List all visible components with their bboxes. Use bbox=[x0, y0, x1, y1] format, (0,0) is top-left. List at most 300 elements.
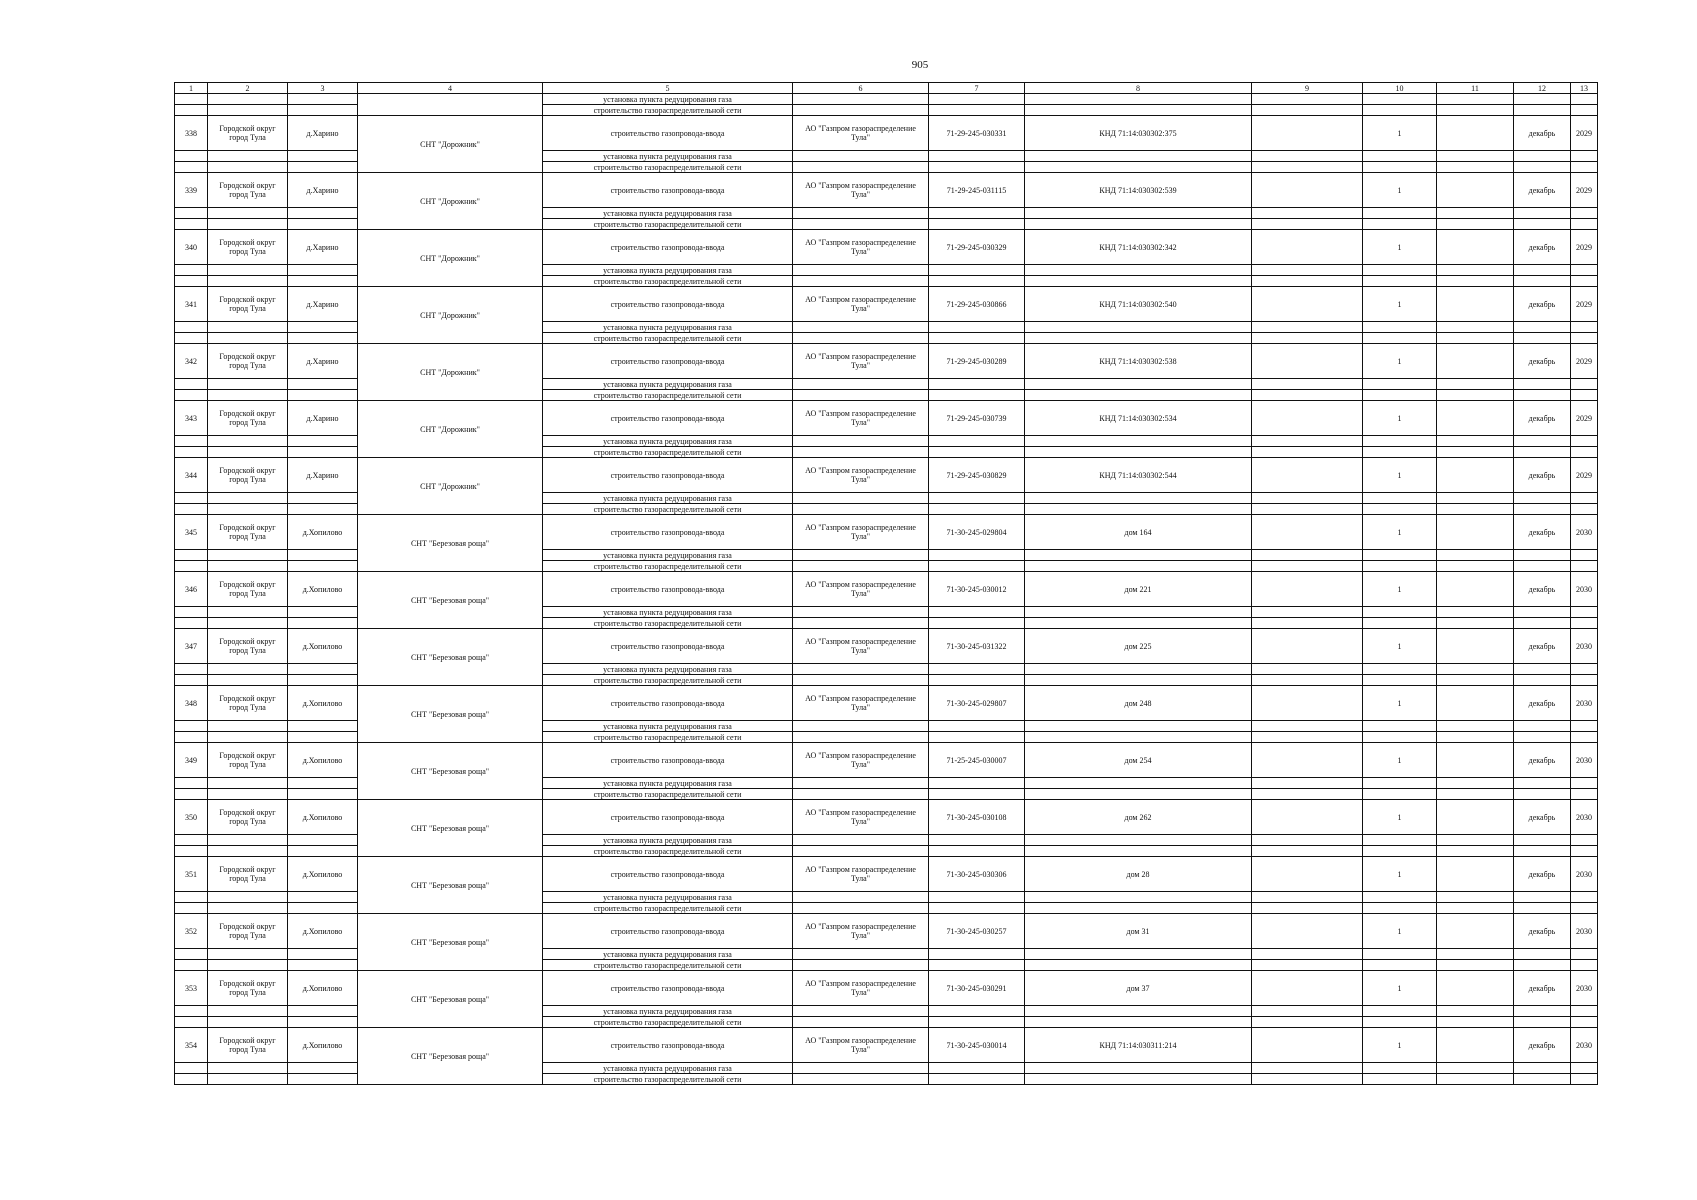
empty-cell bbox=[175, 162, 208, 173]
empty-cell bbox=[288, 105, 358, 116]
empty-cell bbox=[793, 265, 929, 276]
snt-cell: СНТ "Дорожник" bbox=[358, 230, 543, 287]
empty-cell bbox=[1514, 903, 1571, 914]
district-cell: Городской округ город Тула bbox=[208, 287, 288, 322]
col-header: 6 bbox=[793, 83, 929, 94]
address-cell: КНД 71:14:030302:375 bbox=[1025, 116, 1252, 151]
empty-cell bbox=[929, 447, 1025, 458]
work-type-cell: строительство газораспределительной сети bbox=[543, 1074, 793, 1085]
empty-cell bbox=[929, 778, 1025, 789]
empty-cell bbox=[208, 892, 288, 903]
snt-cell: СНТ "Дорожник" bbox=[358, 458, 543, 515]
empty-cell bbox=[1437, 721, 1514, 732]
empty-cell bbox=[175, 664, 208, 675]
empty-cell bbox=[208, 903, 288, 914]
empty-cell bbox=[929, 208, 1025, 219]
empty-cell bbox=[1514, 550, 1571, 561]
settlement-cell: д.Хопилово bbox=[288, 1028, 358, 1063]
empty-cell bbox=[793, 504, 929, 515]
empty-cell bbox=[1025, 447, 1252, 458]
col-header: 5 bbox=[543, 83, 793, 94]
district-cell: Городской округ город Тула bbox=[208, 971, 288, 1006]
empty-cell bbox=[1437, 504, 1514, 515]
empty-cell bbox=[929, 265, 1025, 276]
empty-cell bbox=[1025, 379, 1252, 390]
empty-cell bbox=[1514, 960, 1571, 971]
month-cell: декабрь bbox=[1514, 116, 1571, 151]
empty-cell bbox=[793, 607, 929, 618]
empty-cell bbox=[1252, 344, 1363, 379]
organization-cell: АО "Газпром газораспределение Тула" bbox=[793, 629, 929, 664]
empty-cell bbox=[1514, 219, 1571, 230]
empty-cell bbox=[1363, 276, 1437, 287]
empty-cell bbox=[1514, 778, 1571, 789]
empty-cell bbox=[929, 561, 1025, 572]
work-type-cell: строительство газораспределительной сети bbox=[543, 276, 793, 287]
month-cell: декабрь bbox=[1514, 572, 1571, 607]
empty-cell bbox=[1437, 675, 1514, 686]
empty-cell bbox=[175, 436, 208, 447]
empty-cell bbox=[175, 892, 208, 903]
empty-cell bbox=[208, 960, 288, 971]
row-number-cell: 343 bbox=[175, 401, 208, 436]
empty-cell bbox=[288, 675, 358, 686]
empty-cell bbox=[929, 835, 1025, 846]
organization-cell: АО "Газпром газораспределение Тула" bbox=[793, 116, 929, 151]
empty-cell bbox=[793, 1074, 929, 1085]
work-type-cell: строительство газораспределительной сети bbox=[543, 1017, 793, 1028]
empty-cell bbox=[929, 1063, 1025, 1074]
empty-cell bbox=[1571, 436, 1598, 447]
empty-cell bbox=[1363, 208, 1437, 219]
empty-cell bbox=[1571, 1017, 1598, 1028]
address-cell: КНД 71:14:030302:539 bbox=[1025, 173, 1252, 208]
empty-cell bbox=[929, 493, 1025, 504]
settlement-cell: д.Харино bbox=[288, 458, 358, 493]
empty-cell bbox=[1571, 835, 1598, 846]
empty-cell bbox=[1363, 846, 1437, 857]
empty-cell bbox=[793, 721, 929, 732]
empty-cell bbox=[1571, 265, 1598, 276]
empty-cell bbox=[1025, 1063, 1252, 1074]
empty-cell bbox=[175, 903, 208, 914]
empty-cell bbox=[1514, 664, 1571, 675]
empty-cell bbox=[1025, 835, 1252, 846]
table-row bbox=[175, 515, 1598, 550]
empty-cell bbox=[1514, 846, 1571, 857]
address-cell: КНД 71:14:030302:342 bbox=[1025, 230, 1252, 265]
empty-cell bbox=[1571, 960, 1598, 971]
work-type-cell: установка пункта редуцирования газа bbox=[543, 151, 793, 162]
empty-cell bbox=[1571, 949, 1598, 960]
work-type-cell: строительство газораспределительной сети bbox=[543, 447, 793, 458]
quantity-cell: 1 bbox=[1363, 971, 1437, 1006]
year-cell: 2030 bbox=[1571, 686, 1598, 721]
empty-cell bbox=[1252, 789, 1363, 800]
empty-cell bbox=[1571, 846, 1598, 857]
empty-cell bbox=[175, 504, 208, 515]
empty-cell bbox=[175, 1063, 208, 1074]
empty-cell bbox=[1025, 1006, 1252, 1017]
work-type-cell: строительство газопровода-ввода bbox=[543, 914, 793, 949]
empty-cell bbox=[175, 493, 208, 504]
empty-cell bbox=[208, 390, 288, 401]
empty-cell bbox=[288, 390, 358, 401]
empty-cell bbox=[208, 618, 288, 629]
empty-cell bbox=[1025, 208, 1252, 219]
empty-cell bbox=[1437, 1028, 1514, 1063]
empty-cell bbox=[1363, 664, 1437, 675]
year-cell: 2029 bbox=[1571, 173, 1598, 208]
empty-cell bbox=[288, 607, 358, 618]
empty-cell bbox=[288, 1006, 358, 1017]
empty-cell bbox=[1437, 960, 1514, 971]
empty-cell bbox=[1025, 949, 1252, 960]
district-cell: Городской округ город Тула bbox=[208, 914, 288, 949]
empty-cell bbox=[1571, 664, 1598, 675]
row-number-cell: 348 bbox=[175, 686, 208, 721]
empty-cell bbox=[1437, 949, 1514, 960]
empty-cell bbox=[175, 333, 208, 344]
empty-cell bbox=[929, 1006, 1025, 1017]
empty-cell bbox=[208, 105, 288, 116]
organization-cell: АО "Газпром газораспределение Тула" bbox=[793, 287, 929, 322]
empty-cell bbox=[793, 664, 929, 675]
empty-cell bbox=[288, 208, 358, 219]
row-number-cell: 354 bbox=[175, 1028, 208, 1063]
empty-cell bbox=[175, 94, 208, 105]
empty-cell bbox=[793, 1006, 929, 1017]
empty-cell bbox=[288, 732, 358, 743]
empty-cell bbox=[793, 846, 929, 857]
empty-cell bbox=[208, 493, 288, 504]
empty-cell bbox=[1252, 333, 1363, 344]
empty-cell bbox=[1252, 401, 1363, 436]
empty-cell bbox=[1437, 743, 1514, 778]
empty-cell bbox=[1571, 379, 1598, 390]
object-code-cell: 71-30-245-030257 bbox=[929, 914, 1025, 949]
month-cell: декабрь bbox=[1514, 287, 1571, 322]
object-code-cell: 71-30-245-031322 bbox=[929, 629, 1025, 664]
empty-cell bbox=[1252, 287, 1363, 322]
empty-cell bbox=[175, 550, 208, 561]
empty-cell bbox=[1571, 493, 1598, 504]
address-cell: дом 262 bbox=[1025, 800, 1252, 835]
empty-cell bbox=[929, 379, 1025, 390]
row-number-cell: 341 bbox=[175, 287, 208, 322]
empty-cell bbox=[793, 550, 929, 561]
empty-cell bbox=[1514, 94, 1571, 105]
year-cell: 2030 bbox=[1571, 572, 1598, 607]
empty-cell bbox=[288, 892, 358, 903]
address-cell: дом 225 bbox=[1025, 629, 1252, 664]
organization-cell: АО "Газпром газораспределение Тула" bbox=[793, 458, 929, 493]
row-number-cell: 344 bbox=[175, 458, 208, 493]
empty-cell bbox=[1363, 105, 1437, 116]
organization-cell: АО "Газпром газораспределение Тула" bbox=[793, 515, 929, 550]
empty-cell bbox=[288, 493, 358, 504]
work-type-cell: строительство газопровода-ввода bbox=[543, 287, 793, 322]
page-number: 905 bbox=[911, 59, 929, 71]
empty-cell bbox=[793, 390, 929, 401]
empty-cell bbox=[1571, 561, 1598, 572]
empty-cell bbox=[288, 835, 358, 846]
empty-cell bbox=[929, 618, 1025, 629]
empty-cell bbox=[1363, 379, 1437, 390]
empty-cell bbox=[1571, 618, 1598, 629]
empty-cell bbox=[208, 436, 288, 447]
work-type-cell: строительство газопровода-ввода bbox=[543, 401, 793, 436]
empty-cell bbox=[288, 1074, 358, 1085]
work-type-cell: строительство газопровода-ввода bbox=[543, 857, 793, 892]
work-type-cell: строительство газопровода-ввода bbox=[543, 971, 793, 1006]
empty-cell bbox=[793, 732, 929, 743]
empty-cell bbox=[1025, 322, 1252, 333]
empty-cell bbox=[1025, 265, 1252, 276]
col-header: 9 bbox=[1252, 83, 1363, 94]
organization-cell: АО "Газпром газораспределение Тула" bbox=[793, 230, 929, 265]
empty-cell bbox=[1025, 504, 1252, 515]
row-number-cell: 345 bbox=[175, 515, 208, 550]
empty-cell bbox=[288, 333, 358, 344]
quantity-cell: 1 bbox=[1363, 458, 1437, 493]
snt-cell: СНТ "Березовая роща" bbox=[358, 629, 543, 686]
work-type-cell: строительство газораспределительной сети bbox=[543, 789, 793, 800]
empty-cell bbox=[175, 151, 208, 162]
year-cell: 2029 bbox=[1571, 116, 1598, 151]
empty-cell bbox=[1571, 504, 1598, 515]
work-type-cell: установка пункта редуцирования газа bbox=[543, 778, 793, 789]
snt-cell: СНТ "Дорожник" bbox=[358, 287, 543, 344]
empty-cell bbox=[288, 846, 358, 857]
quantity-cell: 1 bbox=[1363, 857, 1437, 892]
empty-cell bbox=[929, 789, 1025, 800]
row-number-cell: 340 bbox=[175, 230, 208, 265]
empty-cell bbox=[1437, 379, 1514, 390]
empty-cell bbox=[1514, 732, 1571, 743]
empty-cell bbox=[1252, 390, 1363, 401]
empty-cell bbox=[208, 949, 288, 960]
table-row bbox=[175, 116, 1598, 151]
quantity-cell: 1 bbox=[1363, 1028, 1437, 1063]
empty-cell bbox=[929, 1017, 1025, 1028]
empty-cell bbox=[1025, 675, 1252, 686]
work-type-cell: установка пункта редуцирования газа bbox=[543, 664, 793, 675]
empty-cell bbox=[929, 664, 1025, 675]
work-type-cell: строительство газораспределительной сети bbox=[543, 903, 793, 914]
empty-cell bbox=[1514, 151, 1571, 162]
empty-cell bbox=[1252, 208, 1363, 219]
empty-cell bbox=[1363, 778, 1437, 789]
snt-cell: СНТ "Березовая роща" bbox=[358, 743, 543, 800]
col-header: 3 bbox=[288, 83, 358, 94]
empty-cell bbox=[1571, 390, 1598, 401]
empty-cell bbox=[1252, 265, 1363, 276]
object-code-cell: 71-30-245-030108 bbox=[929, 800, 1025, 835]
empty-cell bbox=[1252, 835, 1363, 846]
empty-cell bbox=[1252, 572, 1363, 607]
empty-cell bbox=[1363, 219, 1437, 230]
empty-cell bbox=[175, 846, 208, 857]
row-number-cell: 351 bbox=[175, 857, 208, 892]
empty-cell bbox=[1437, 664, 1514, 675]
empty-cell bbox=[1363, 436, 1437, 447]
empty-cell bbox=[1437, 686, 1514, 721]
settlement-cell: д.Харино bbox=[288, 401, 358, 436]
empty-cell bbox=[1025, 561, 1252, 572]
empty-cell bbox=[208, 846, 288, 857]
empty-cell bbox=[1252, 664, 1363, 675]
empty-cell bbox=[929, 322, 1025, 333]
empty-cell bbox=[288, 550, 358, 561]
snt-cell: СНТ "Дорожник" bbox=[358, 116, 543, 173]
empty-cell bbox=[929, 550, 1025, 561]
empty-cell bbox=[1437, 515, 1514, 550]
empty-cell bbox=[1025, 151, 1252, 162]
snt-cell: СНТ "Березовая роща" bbox=[358, 1028, 543, 1085]
empty-cell bbox=[1025, 960, 1252, 971]
empty-cell bbox=[1571, 162, 1598, 173]
snt-cell: СНТ "Березовая роща" bbox=[358, 686, 543, 743]
empty-cell bbox=[1437, 219, 1514, 230]
empty-cell bbox=[929, 219, 1025, 230]
empty-cell bbox=[793, 949, 929, 960]
district-cell: Городской округ город Тула bbox=[208, 458, 288, 493]
address-cell: дом 31 bbox=[1025, 914, 1252, 949]
col-header: 4 bbox=[358, 83, 543, 94]
empty-cell bbox=[175, 322, 208, 333]
empty-cell bbox=[1025, 618, 1252, 629]
work-type-cell: строительство газопровода-ввода bbox=[543, 344, 793, 379]
month-cell: декабрь bbox=[1514, 230, 1571, 265]
empty-cell bbox=[793, 219, 929, 230]
empty-cell bbox=[793, 105, 929, 116]
empty-cell bbox=[1571, 1063, 1598, 1074]
row-number-cell: 349 bbox=[175, 743, 208, 778]
work-type-cell: строительство газораспределительной сети bbox=[543, 732, 793, 743]
address-cell: дом 37 bbox=[1025, 971, 1252, 1006]
empty-cell bbox=[208, 276, 288, 287]
empty-cell bbox=[175, 390, 208, 401]
empty-cell bbox=[1437, 401, 1514, 436]
settlement-cell: д.Хопилово bbox=[288, 629, 358, 664]
empty-cell bbox=[1252, 322, 1363, 333]
address-cell: КНД 71:14:030311:214 bbox=[1025, 1028, 1252, 1063]
empty-cell bbox=[1437, 493, 1514, 504]
col-header: 10 bbox=[1363, 83, 1437, 94]
empty-cell bbox=[1571, 105, 1598, 116]
year-cell: 2030 bbox=[1571, 857, 1598, 892]
empty-cell bbox=[793, 835, 929, 846]
empty-cell bbox=[793, 789, 929, 800]
empty-cell bbox=[288, 265, 358, 276]
empty-cell bbox=[1437, 390, 1514, 401]
col-header: 13 bbox=[1571, 83, 1598, 94]
empty-cell bbox=[1252, 743, 1363, 778]
empty-cell bbox=[1252, 1006, 1363, 1017]
snt-cell: СНТ "Дорожник" bbox=[358, 344, 543, 401]
year-cell: 2029 bbox=[1571, 287, 1598, 322]
empty-cell bbox=[208, 789, 288, 800]
snt-cell: СНТ "Березовая роща" bbox=[358, 515, 543, 572]
empty-cell bbox=[1571, 778, 1598, 789]
table-row bbox=[175, 743, 1598, 778]
empty-cell bbox=[793, 675, 929, 686]
month-cell: декабрь bbox=[1514, 515, 1571, 550]
empty-cell bbox=[1252, 1017, 1363, 1028]
address-cell: КНД 71:14:030302:544 bbox=[1025, 458, 1252, 493]
quantity-cell: 1 bbox=[1363, 572, 1437, 607]
empty-cell bbox=[1252, 151, 1363, 162]
empty-cell bbox=[1437, 971, 1514, 1006]
empty-cell bbox=[1363, 960, 1437, 971]
district-cell: Городской округ город Тула bbox=[208, 344, 288, 379]
work-type-cell: установка пункта редуцирования газа bbox=[543, 892, 793, 903]
empty-cell bbox=[1363, 94, 1437, 105]
empty-cell bbox=[1363, 333, 1437, 344]
table-row bbox=[175, 458, 1598, 493]
row-number-cell: 338 bbox=[175, 116, 208, 151]
empty-cell bbox=[1363, 949, 1437, 960]
object-code-cell: 71-29-245-031115 bbox=[929, 173, 1025, 208]
quantity-cell: 1 bbox=[1363, 914, 1437, 949]
address-cell: КНД 71:14:030302:540 bbox=[1025, 287, 1252, 322]
empty-cell bbox=[1437, 173, 1514, 208]
empty-cell bbox=[175, 618, 208, 629]
empty-cell bbox=[1514, 1006, 1571, 1017]
table-row bbox=[175, 287, 1598, 322]
empty-cell bbox=[208, 151, 288, 162]
empty-cell bbox=[1571, 219, 1598, 230]
empty-cell bbox=[1514, 789, 1571, 800]
organization-cell: АО "Газпром газораспределение Тула" bbox=[793, 173, 929, 208]
empty-cell bbox=[1571, 607, 1598, 618]
empty-cell bbox=[1025, 789, 1252, 800]
empty-cell bbox=[1363, 607, 1437, 618]
work-type-cell: строительство газораспределительной сети bbox=[543, 219, 793, 230]
empty-cell bbox=[929, 892, 1025, 903]
work-type-cell: установка пункта редуцирования газа bbox=[543, 550, 793, 561]
empty-cell bbox=[1363, 1006, 1437, 1017]
empty-cell bbox=[1363, 504, 1437, 515]
settlement-cell: д.Харино bbox=[288, 230, 358, 265]
district-cell: Городской округ город Тула bbox=[208, 743, 288, 778]
empty-cell bbox=[1252, 173, 1363, 208]
empty-cell bbox=[288, 436, 358, 447]
empty-cell bbox=[1571, 1006, 1598, 1017]
empty-cell bbox=[929, 721, 1025, 732]
empty-cell bbox=[175, 949, 208, 960]
empty-cell bbox=[288, 219, 358, 230]
empty-cell bbox=[208, 732, 288, 743]
empty-cell bbox=[208, 550, 288, 561]
organization-cell: АО "Газпром газораспределение Тула" bbox=[793, 857, 929, 892]
object-code-cell: 71-29-245-030289 bbox=[929, 344, 1025, 379]
work-type-cell: строительство газопровода-ввода bbox=[543, 572, 793, 607]
empty-cell bbox=[288, 94, 358, 105]
empty-cell bbox=[1437, 607, 1514, 618]
empty-cell bbox=[1437, 151, 1514, 162]
empty-cell bbox=[208, 778, 288, 789]
empty-cell bbox=[175, 721, 208, 732]
empty-cell bbox=[1363, 721, 1437, 732]
empty-cell bbox=[1514, 721, 1571, 732]
empty-cell bbox=[288, 778, 358, 789]
year-cell: 2030 bbox=[1571, 629, 1598, 664]
empty-cell bbox=[208, 1017, 288, 1028]
empty-cell bbox=[929, 846, 1025, 857]
settlement-cell: д.Хопилово bbox=[288, 914, 358, 949]
